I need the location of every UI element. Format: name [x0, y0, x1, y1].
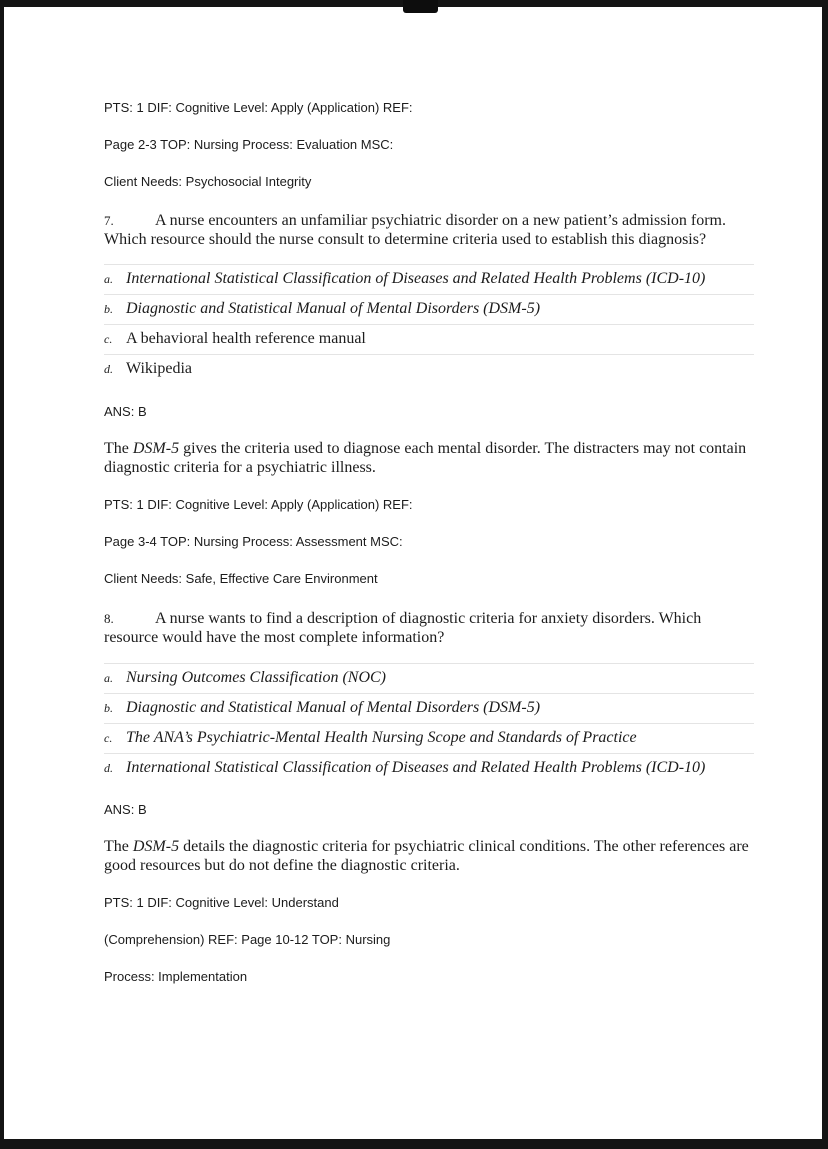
meta-line-client-needs: Client Needs: Psychosocial Integrity — [104, 174, 312, 189]
option-row-a — [104, 265, 754, 295]
option-letter: d. — [104, 761, 113, 775]
option-letter: c. — [104, 731, 113, 745]
option-letter: a. — [104, 671, 113, 685]
question-7-text: A nurse encounters an unfamiliar psychiatric disorder on a new patient’s admission form. Which resource should the nurse consult to determine criteria used to establish this diagnosis? — [104, 212, 726, 248]
option-letter: b. — [104, 302, 113, 316]
option-row-a — [104, 664, 754, 694]
option-row-b — [104, 295, 754, 325]
meta-line-pts: PTS: 1 DIF: Cognitive Level: Apply (Application) REF: — [104, 497, 413, 512]
rationale-prefix: The — [104, 838, 133, 855]
meta-line-client-needs: Client Needs: Safe, Effective Care Environment — [104, 571, 378, 586]
meta-line-pts: PTS: 1 DIF: Cognitive Level: Understand — [104, 895, 339, 910]
option-text: Wikipedia — [126, 360, 192, 377]
option-row-b — [104, 694, 754, 724]
rationale-suffix: gives the criteria used to diagnose each mental disorder. The distracters may not contain diagnostic criteria for a psychiatric illness. — [104, 440, 747, 476]
rationale-suffix: details the diagnostic criteria for psychiatric clinical conditions. The other references are good resources but do not define the diagnostic criteria. — [104, 838, 749, 874]
option-letter: d. — [104, 362, 113, 376]
option-text: The ANA’s Psychiatric-Mental Health Nursing Scope and Standards of Practice — [126, 729, 637, 746]
question-8-text: A nurse wants to find a description of diagnostic criteria for anxiety disorders. Which resource would have the most complete information? — [104, 610, 702, 646]
option-row-c — [104, 724, 754, 754]
option-row-c — [104, 325, 754, 355]
question-8 — [104, 609, 754, 647]
answer-question-7: ANS: B — [104, 404, 147, 419]
question-7-number: 7. — [104, 213, 114, 228]
question-8-options — [104, 663, 754, 783]
meta-line-pts: PTS: 1 DIF: Cognitive Level: Apply (Application) REF: — [104, 100, 413, 115]
option-row-d — [104, 754, 754, 783]
option-text: Diagnostic and Statistical Manual of Mental Disorders (DSM-5) — [126, 699, 541, 716]
rationale-question-7 — [104, 439, 754, 477]
option-text: A behavioral health reference manual — [126, 330, 366, 347]
question-7 — [104, 211, 754, 249]
option-letter: b. — [104, 701, 113, 715]
rationale-question-8 — [104, 837, 754, 875]
rationale-prefix: The — [104, 440, 133, 457]
option-letter: a. — [104, 272, 113, 286]
meta-line-ref: (Comprehension) REF: Page 10-12 TOP: Nursing — [104, 932, 391, 947]
rationale-term: DSM-5 — [132, 838, 180, 855]
option-text: International Statistical Classification of Diseases and Related Health Problems (ICD-10) — [126, 759, 706, 776]
document-page — [4, 7, 822, 1139]
meta-line-page-top: Page 2-3 TOP: Nursing Process: Evaluation MSC: — [104, 137, 394, 152]
option-text: International Statistical Classification of Diseases and Related Health Problems (ICD-10) — [126, 270, 706, 287]
meta-line-process: Process: Implementation — [104, 969, 248, 984]
meta-line-page-top: Page 3-4 TOP: Nursing Process: Assessment MSC: — [104, 534, 403, 549]
option-text: Diagnostic and Statistical Manual of Mental Disorders (DSM-5) — [126, 300, 541, 317]
option-row-d — [104, 355, 754, 384]
option-text: Nursing Outcomes Classification (NOC) — [126, 669, 387, 686]
rationale-term: DSM-5 — [132, 440, 180, 457]
answer-question-8: ANS: B — [104, 802, 147, 817]
question-7-options — [104, 264, 754, 384]
option-letter: c. — [104, 332, 113, 346]
document-content — [104, 7, 754, 1006]
window-top-tab — [403, 0, 438, 13]
question-8-number: 8. — [104, 611, 114, 626]
